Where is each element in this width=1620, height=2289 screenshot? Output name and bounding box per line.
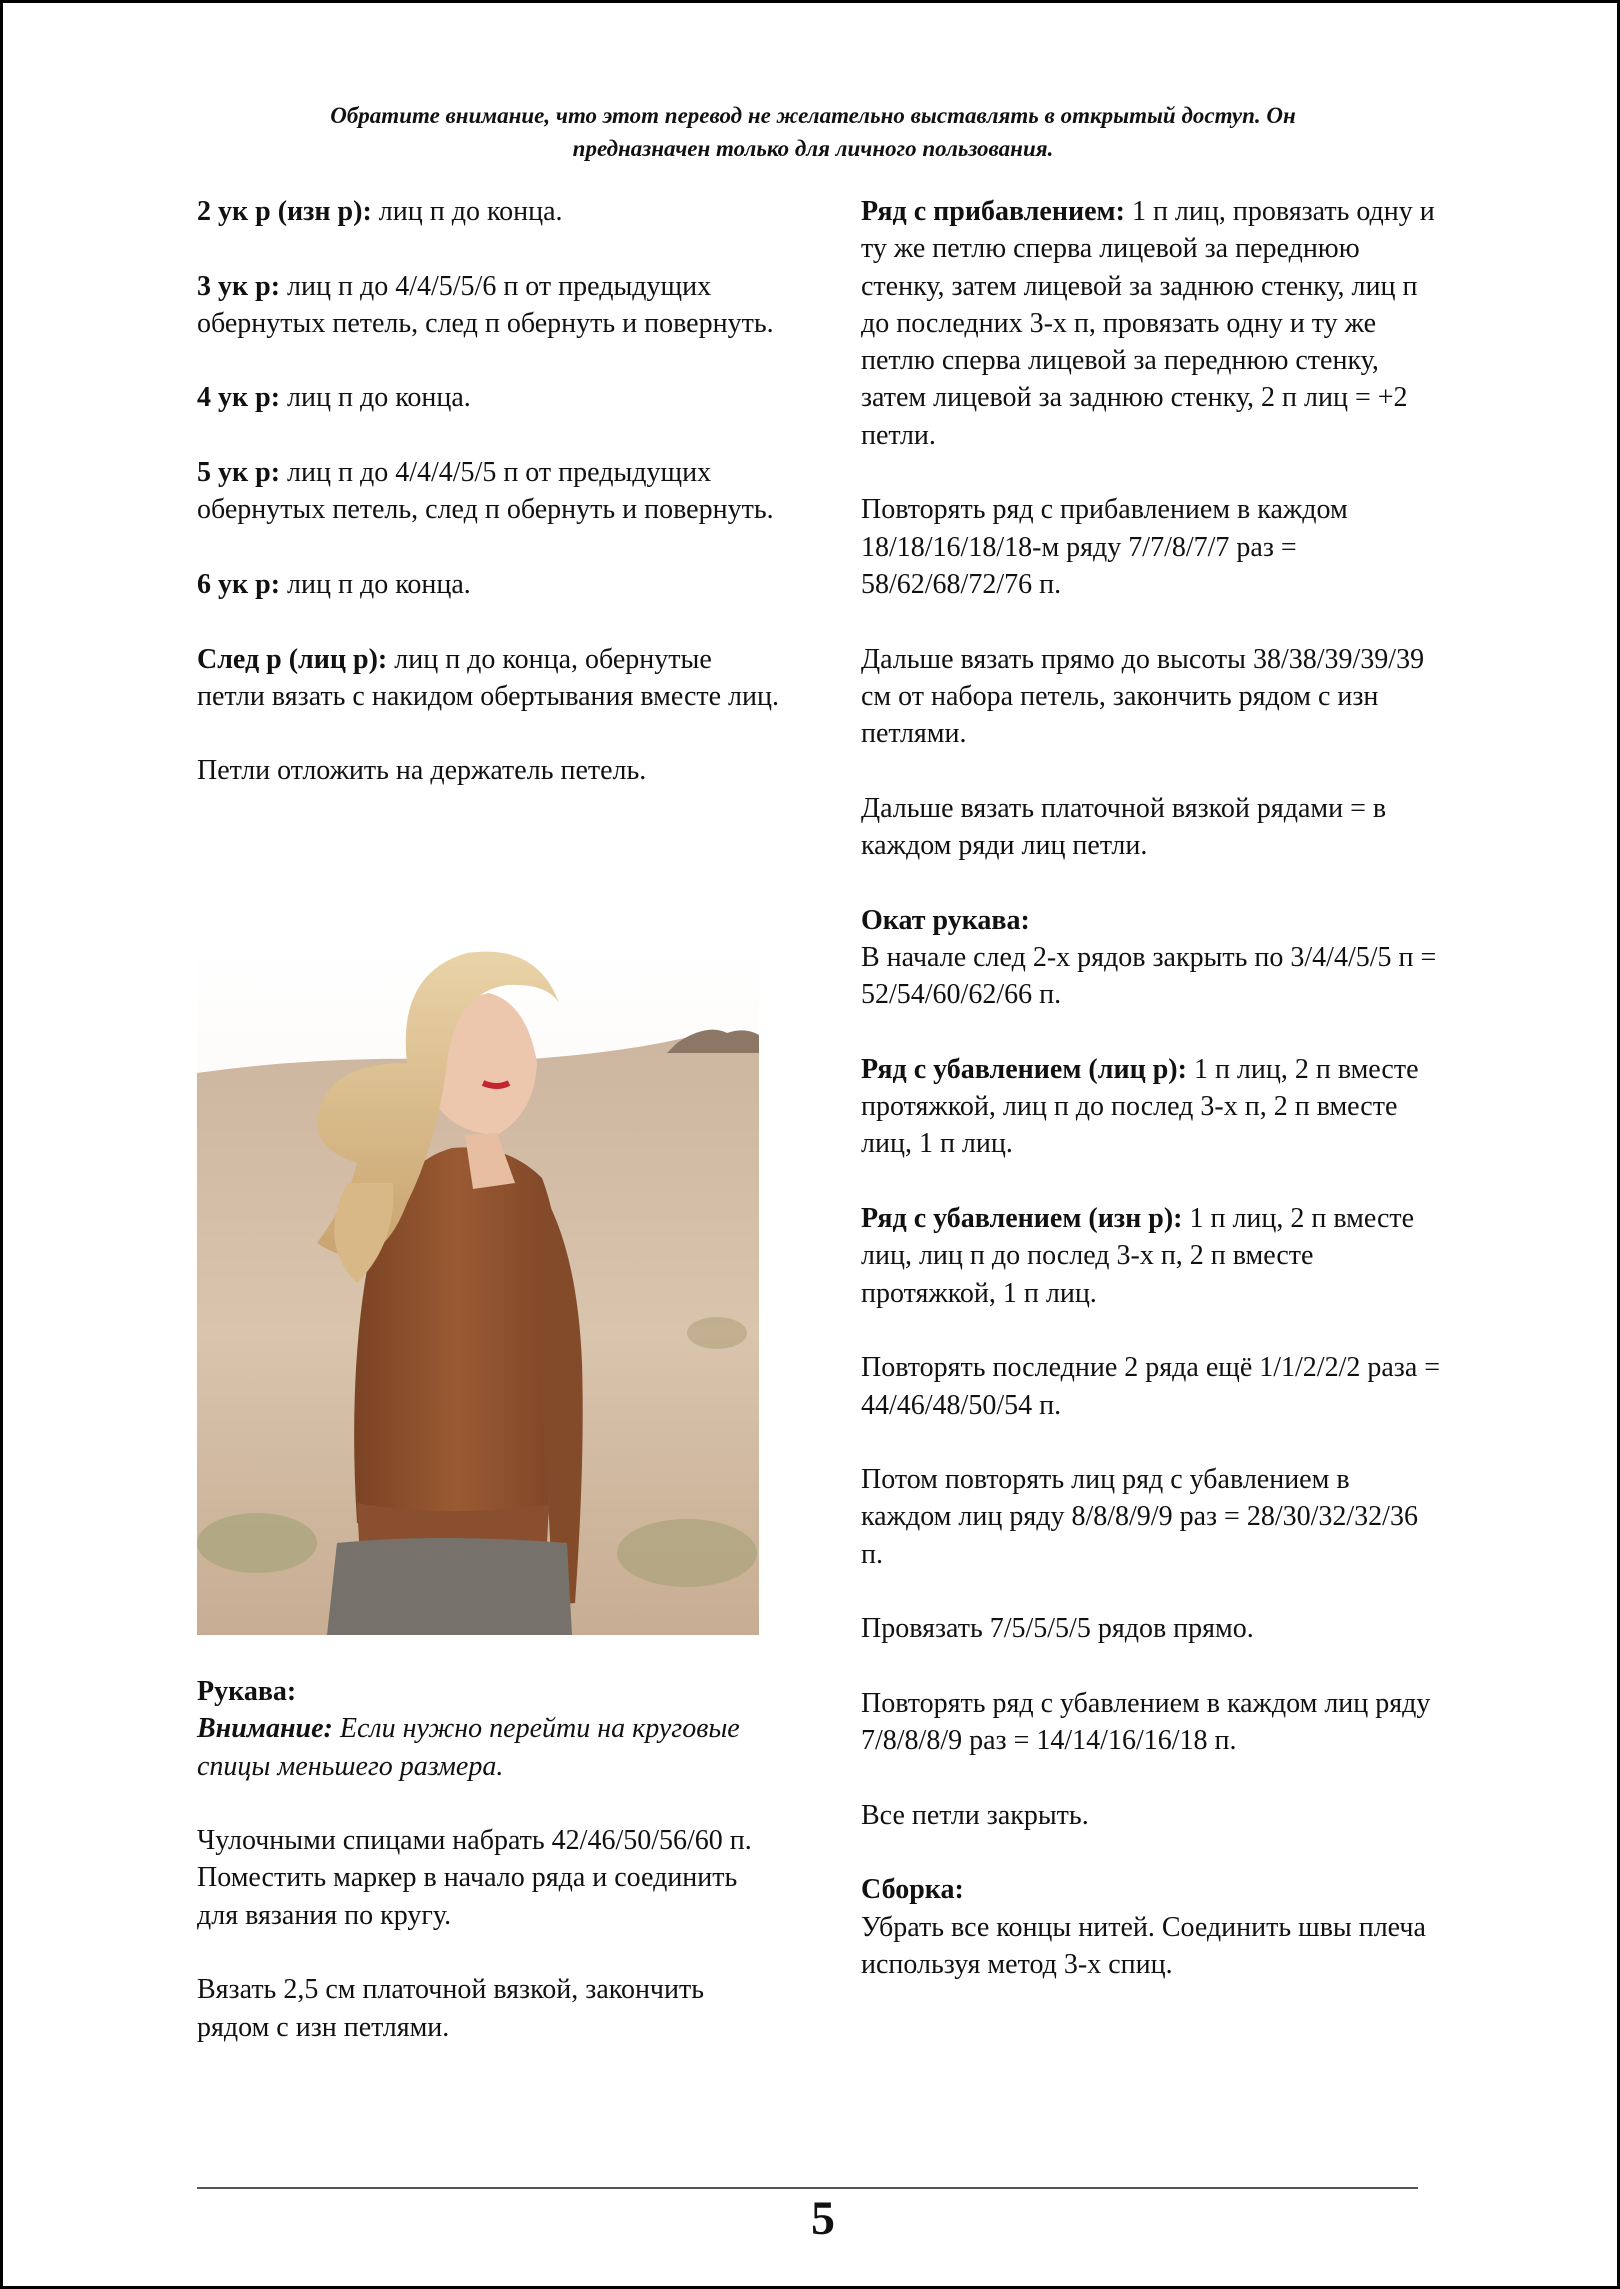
increase-row (861, 193, 1441, 454)
sleeves-heading: Рукава: (197, 1676, 297, 1707)
sleeves-intro (197, 1673, 782, 1785)
left-column (197, 193, 782, 827)
private-use-notice (213, 99, 1413, 165)
garter-rows: Дальше вязать платочной вязкой рядами = в каждом ряди лиц петли. (861, 792, 1387, 862)
decrease-row-ws-text: 1 п лиц, 2 п вместе лиц, лиц п до послед 3-х п, 2 п вместе протяжкой, 1 п лиц. (861, 1203, 1415, 1309)
short-row-4-heading: 4 ук р: (197, 382, 281, 414)
decrease-row-rs-heading: Ряд с убавлением (лиц р): (861, 1053, 1187, 1085)
short-row-3 (197, 268, 782, 343)
short-row-4 (197, 379, 782, 416)
page-number: 5 (811, 2192, 835, 2245)
increase-row-text: 1 п лиц, провязать одну и ту же петлю сперва лицевой за переднюю стенку, затем лицевой за заднюю стенку, лиц п до последних 3-х п, провязать одну и ту же петлю сперва лицевой за переднюю стенку, затем лицевой за заднюю стенку, 2 п лиц = +2 петли. (861, 196, 1435, 451)
increase-row-heading: Ряд с прибавлением: (861, 196, 1125, 227)
cast-on-instruction: Чулочными спицами набрать 42/46/50/56/60 п. Поместить маркер в начало ряда и соединить для вязания по кругу. (197, 1825, 752, 1931)
sleeve-cap-text: В начале след 2-х рядов закрыть по 3/4/4/5/5 п = 52/54/60/62/66 п. (861, 941, 1437, 1011)
short-row-3-text: лиц п до 4/4/5/5/6 п от предыдущих обернутых петель, след п обернуть и повернуть. (197, 270, 774, 339)
decrease-row-ws (861, 1200, 1441, 1312)
short-row-2-text: лиц п до конца. (371, 196, 563, 227)
next-row-text: лиц п до конца, обернутые петли вязать с накидом обертывания вместе лиц. (197, 643, 779, 712)
notice-line-2: предназначен только для личного пользования. (572, 136, 1054, 161)
right-column (861, 193, 1441, 2021)
garter-instruction: Вязать 2,5 см платочной вязкой, закончить рядом с изн петлями. (197, 1974, 705, 2043)
short-row-4-text: лиц п до конца. (280, 382, 471, 414)
sleeve-cap-heading: Окат рукава: (861, 904, 1030, 936)
short-row-3-heading: 3 ук р: (197, 270, 281, 302)
assembly-text: Убрать все концы нитей. Соединить швы плеча используя метод 3-х спиц. (861, 1911, 1426, 1980)
short-row-6-heading: 6 ук р: (197, 568, 281, 600)
short-row-6-text: лиц п до конца. (280, 568, 471, 600)
short-row-5-text: лиц п до 4/4/4/5/5 п от предыдущих обернутых петель, след п обернуть и повернуть. (197, 457, 774, 526)
sweater-model-photo (197, 943, 759, 1635)
short-row-6 (197, 566, 782, 603)
decrease-row-rs-text: 1 п лиц, 2 п вместе протяжкой, лиц п до послед 3-х п, 2 п вместе лиц, 1 п лиц. (861, 1053, 1419, 1160)
stitch-holder-note: Петли отложить на держатель петель. (197, 755, 647, 787)
repeat-last-rows: Повторять последние 2 ряда ещё 1/1/2/2/2 раза = 44/46/48/50/54 п. (861, 1352, 1441, 1421)
assembly (861, 1871, 1441, 1983)
short-row-2-heading: 2 ук р (изн р): (197, 196, 372, 227)
attention-heading: Внимание: (197, 1713, 333, 1745)
notice-line-1: Обратите внимание, что этот перевод не желательно выставлять в открытый доступ. Он (330, 103, 1296, 128)
sleeve-cap (861, 902, 1441, 1014)
next-row-heading: След р (лиц р): (197, 643, 388, 675)
repeat-decrease: Повторять ряд с убавлением в каждом лиц ряду 7/8/8/8/9 раз = 14/14/16/16/18 п. (861, 1687, 1431, 1757)
repeat-rs-decrease: Потом повторять лиц ряд с убавлением в каждом лиц ряду 8/8/8/9/9 раз = 28/30/32/32/36 п. (861, 1464, 1418, 1570)
knit-straight: Дальше вязать прямо до высоты 38/38/39/39/39 см от набора петель, закончить рядом с изн петлями. (861, 643, 1425, 750)
sleeves-section (197, 1673, 782, 2083)
increase-repeat: Повторять ряд с прибавлением в каждом 18/18/16/18/18-м ряду 7/7/8/7/7 раз = 58/62/68/72/76 п. (861, 494, 1348, 600)
short-row-2 (197, 193, 782, 230)
assembly-heading: Сборка: (861, 1874, 964, 1906)
decrease-row-rs (861, 1051, 1441, 1163)
decrease-row-ws-heading: Ряд с убавлением (изн р): (861, 1203, 1183, 1235)
short-row-5-heading: 5 ук р: (197, 457, 281, 489)
short-row-5 (197, 454, 782, 529)
attention-text: Если нужно перейти на круговые спицы меньшего размера. (197, 1713, 740, 1782)
rows-straight: Провязать 7/5/5/5/5 рядов прямо. (861, 1613, 1254, 1645)
bind-off: Все петли закрыть. (861, 1799, 1089, 1831)
next-row (197, 641, 782, 716)
